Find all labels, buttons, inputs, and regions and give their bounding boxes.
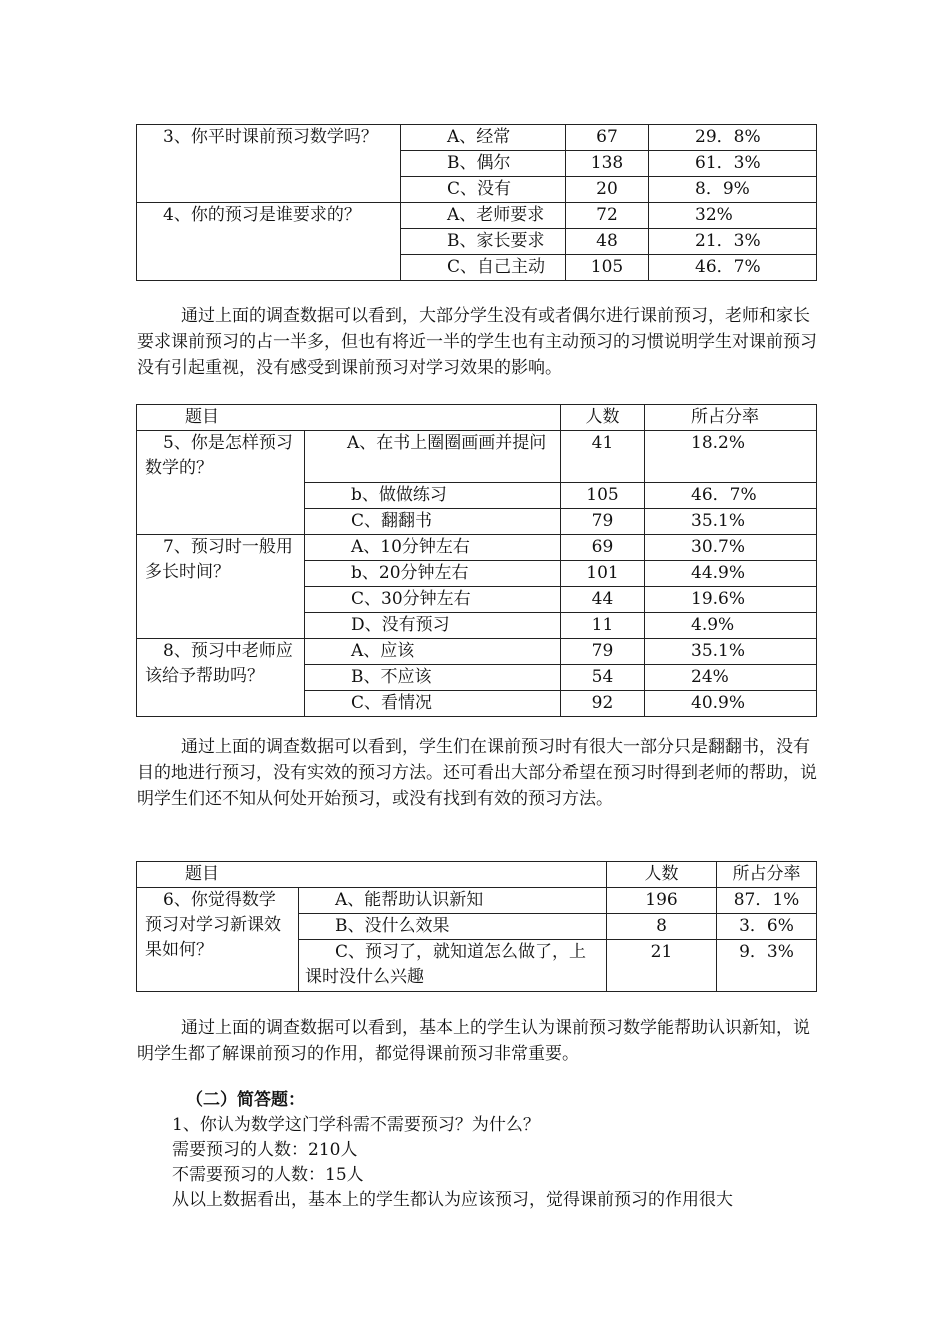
percent-cell: 35.1% xyxy=(645,509,817,535)
percent-cell: 19.6% xyxy=(645,587,817,613)
count-cell: 101 xyxy=(561,561,645,587)
percent-cell: 35.1% xyxy=(645,639,817,665)
percent-cell: 46．7% xyxy=(649,255,817,281)
percent-cell: 24% xyxy=(645,665,817,691)
question-cell: 8、预习中老师应该给予帮助吗？ xyxy=(137,639,305,717)
option-cell: B、没什么效果 xyxy=(299,914,607,940)
need-count: 需要预习的人数：210人 xyxy=(172,1140,358,1160)
option-cell: b、做做练习 xyxy=(305,483,561,509)
percent-cell: 21．3% xyxy=(649,229,817,255)
count-cell: 69 xyxy=(561,535,645,561)
percent-cell: 46．7% xyxy=(645,483,817,509)
percent-cell: 30.7% xyxy=(645,535,817,561)
header-count: 人数 xyxy=(607,862,717,888)
no-need-count: 不需要预习的人数：15人 xyxy=(172,1165,364,1185)
count-cell: 21 xyxy=(607,940,717,992)
header-count: 人数 xyxy=(561,405,645,431)
survey-table-3 xyxy=(136,861,817,992)
percent-cell: 61．3% xyxy=(649,151,817,177)
percent-cell: 8．9% xyxy=(649,177,817,203)
paragraph-2: 通过上面的调查数据可以看到，学生们在课前预习时有很大一部分只是翻翻书，没有目的地进行预习，没有实效的预习方法。还可看出大部分希望在预习时得到老师的帮助，说明学生们还不知从何处开始预习，或没有找到有效的预习方法。 xyxy=(137,737,817,809)
question-cell: 4、你的预习是谁要求的？ xyxy=(137,203,401,281)
count-cell: 105 xyxy=(566,255,649,281)
paragraph-3: 通过上面的调查数据可以看到，基本上的学生认为课前预习数学能帮助认识新知，说明学生都了解课前预习的作用，都觉得课前预习非常重要。 xyxy=(137,1018,810,1064)
question-cell: 3、你平时课前预习数学吗？ xyxy=(137,125,401,203)
header-percent: 所占分率 xyxy=(645,405,817,431)
question-cell: 6、你觉得数学预习对学习新课效果如何？ xyxy=(137,888,299,992)
option-cell: B、家长要求 xyxy=(401,229,566,255)
count-cell: 138 xyxy=(566,151,649,177)
percent-cell: 18.2% xyxy=(645,431,817,483)
option-cell: C、翻翻书 xyxy=(305,509,561,535)
option-cell: C、预习了，就知道怎么做了，上课时没什么兴趣 xyxy=(299,940,607,992)
header-topic: 题目 xyxy=(137,405,561,431)
count-cell: 8 xyxy=(607,914,717,940)
option-cell: A、老师要求 xyxy=(401,203,566,229)
count-cell: 41 xyxy=(561,431,645,483)
option-cell: C、没有 xyxy=(401,177,566,203)
percent-cell: 9．3% xyxy=(717,940,817,992)
count-cell: 20 xyxy=(566,177,649,203)
percent-cell: 29．8% xyxy=(649,125,817,151)
option-cell: A、应该 xyxy=(305,639,561,665)
count-cell: 105 xyxy=(561,483,645,509)
count-cell: 92 xyxy=(561,691,645,717)
option-cell: B、不应该 xyxy=(305,665,561,691)
option-cell: A、10分钟左右 xyxy=(305,535,561,561)
count-cell: 48 xyxy=(566,229,649,255)
paragraph-1: 通过上面的调查数据可以看到，大部分学生没有或者偶尔进行课前预习，老师和家长要求课前预习的占一半多，但也有将近一半的学生也有主动预习的习惯说明学生对课前预习没有引起重视，没有感受到课前预习对学习效果的影响。 xyxy=(137,306,817,378)
percent-cell: 87．1% xyxy=(717,888,817,914)
percent-cell: 40.9% xyxy=(645,691,817,717)
question-1: 1、你认为数学这门学科需不需要预习？为什么？ xyxy=(172,1115,540,1135)
percent-cell: 32% xyxy=(649,203,817,229)
survey-table-1 xyxy=(136,124,817,281)
question-cell: 7、预习时一般用多长时间？ xyxy=(137,535,305,639)
option-cell: C、自己主动 xyxy=(401,255,566,281)
option-cell: b、20分钟左右 xyxy=(305,561,561,587)
count-cell: 11 xyxy=(561,613,645,639)
header-topic: 题目 xyxy=(137,862,607,888)
percent-cell: 3．6% xyxy=(717,914,817,940)
option-cell: D、没有预习 xyxy=(305,613,561,639)
count-cell: 54 xyxy=(561,665,645,691)
option-cell: C、看情况 xyxy=(305,691,561,717)
percent-cell: 44.9% xyxy=(645,561,817,587)
question-cell: 5、你是怎样预习数学的？ xyxy=(137,431,305,535)
header-percent: 所占分率 xyxy=(717,862,817,888)
conclusion: 从以上数据看出，基本上的学生都认为应该预习，觉得课前预习的作用很大 xyxy=(172,1190,733,1210)
count-cell: 44 xyxy=(561,587,645,613)
count-cell: 67 xyxy=(566,125,649,151)
option-cell: A、经常 xyxy=(401,125,566,151)
option-cell: A、在书上圈圈画画并提问 xyxy=(305,431,561,483)
option-cell: C、30分钟左右 xyxy=(305,587,561,613)
survey-table-2 xyxy=(136,404,817,717)
count-cell: 196 xyxy=(607,888,717,914)
option-cell: A、能帮助认识新知 xyxy=(299,888,607,914)
count-cell: 79 xyxy=(561,639,645,665)
count-cell: 79 xyxy=(561,509,645,535)
section-title: （二）简答题： xyxy=(186,1090,305,1110)
count-cell: 72 xyxy=(566,203,649,229)
option-cell: B、偶尔 xyxy=(401,151,566,177)
percent-cell: 4.9% xyxy=(645,613,817,639)
